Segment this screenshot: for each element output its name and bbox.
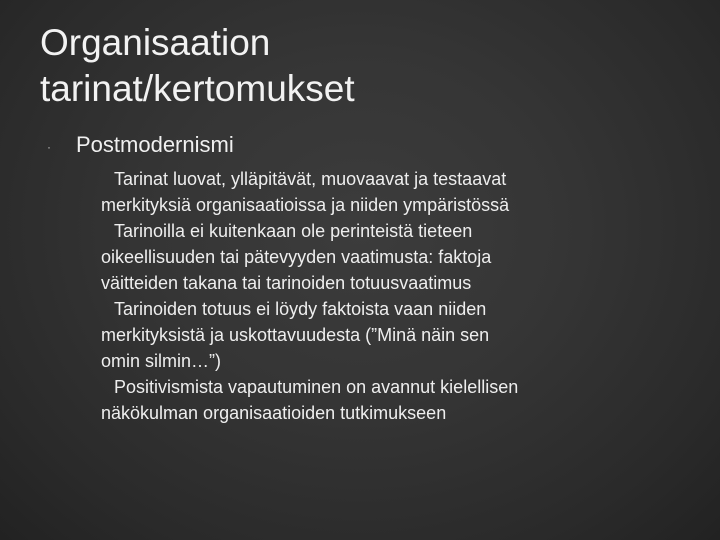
- sub-bullet-line: oikeellisuuden tai pätevyyden vaatimusta: faktoja: [101, 247, 492, 267]
- sub-bullet-line: [97, 296, 680, 322]
- sub-bullet-line: merkityksistä ja uskottavuudesta (”Minä näin sen: [101, 325, 490, 345]
- sub-bullet-text: Tarinoilla ei kuitenkaan ole perinteistä tieteen: [114, 221, 473, 241]
- sub-bullet-line: [97, 166, 680, 192]
- sub-bullet-line: merkityksiä organisaatioissa ja niiden ympäristössä: [101, 195, 510, 215]
- sub-bullet-line: väitteiden takana tai tarinoiden totuusvaatimus: [101, 273, 472, 293]
- sub-bullet-text: Tarinat luovat, ylläpitävät, muovaavat ja testaavat: [114, 169, 507, 189]
- sub-bullet-line: [97, 218, 680, 244]
- bullet-postmodernismi: [40, 130, 680, 160]
- sub-bullet-line: omin silmin…”): [101, 351, 222, 371]
- sub-bullet-2: [97, 218, 680, 296]
- slide-body: [40, 130, 680, 426]
- sub-bullet-4: [97, 374, 680, 426]
- sub-bullet-1: [97, 166, 680, 218]
- bullet-level1-text: Postmodernismi: [76, 132, 234, 157]
- dot-bullet-icon: ·: [47, 140, 51, 154]
- title-line-1: Organisaation: [40, 22, 271, 63]
- slide-title: [40, 20, 680, 112]
- sub-bullet-line: [97, 374, 680, 400]
- sub-bullet-3: [97, 296, 680, 374]
- sub-bullet-text: Tarinoiden totuus ei löydy faktoista vaan niiden: [114, 299, 487, 319]
- sub-bullet-text: Positivismista vapautuminen on avannut kielellisen: [114, 377, 519, 397]
- sub-bullet-line: näkökulman organisaatioiden tutkimukseen: [101, 403, 447, 423]
- title-line-2: tarinat/kertomukset: [40, 68, 355, 109]
